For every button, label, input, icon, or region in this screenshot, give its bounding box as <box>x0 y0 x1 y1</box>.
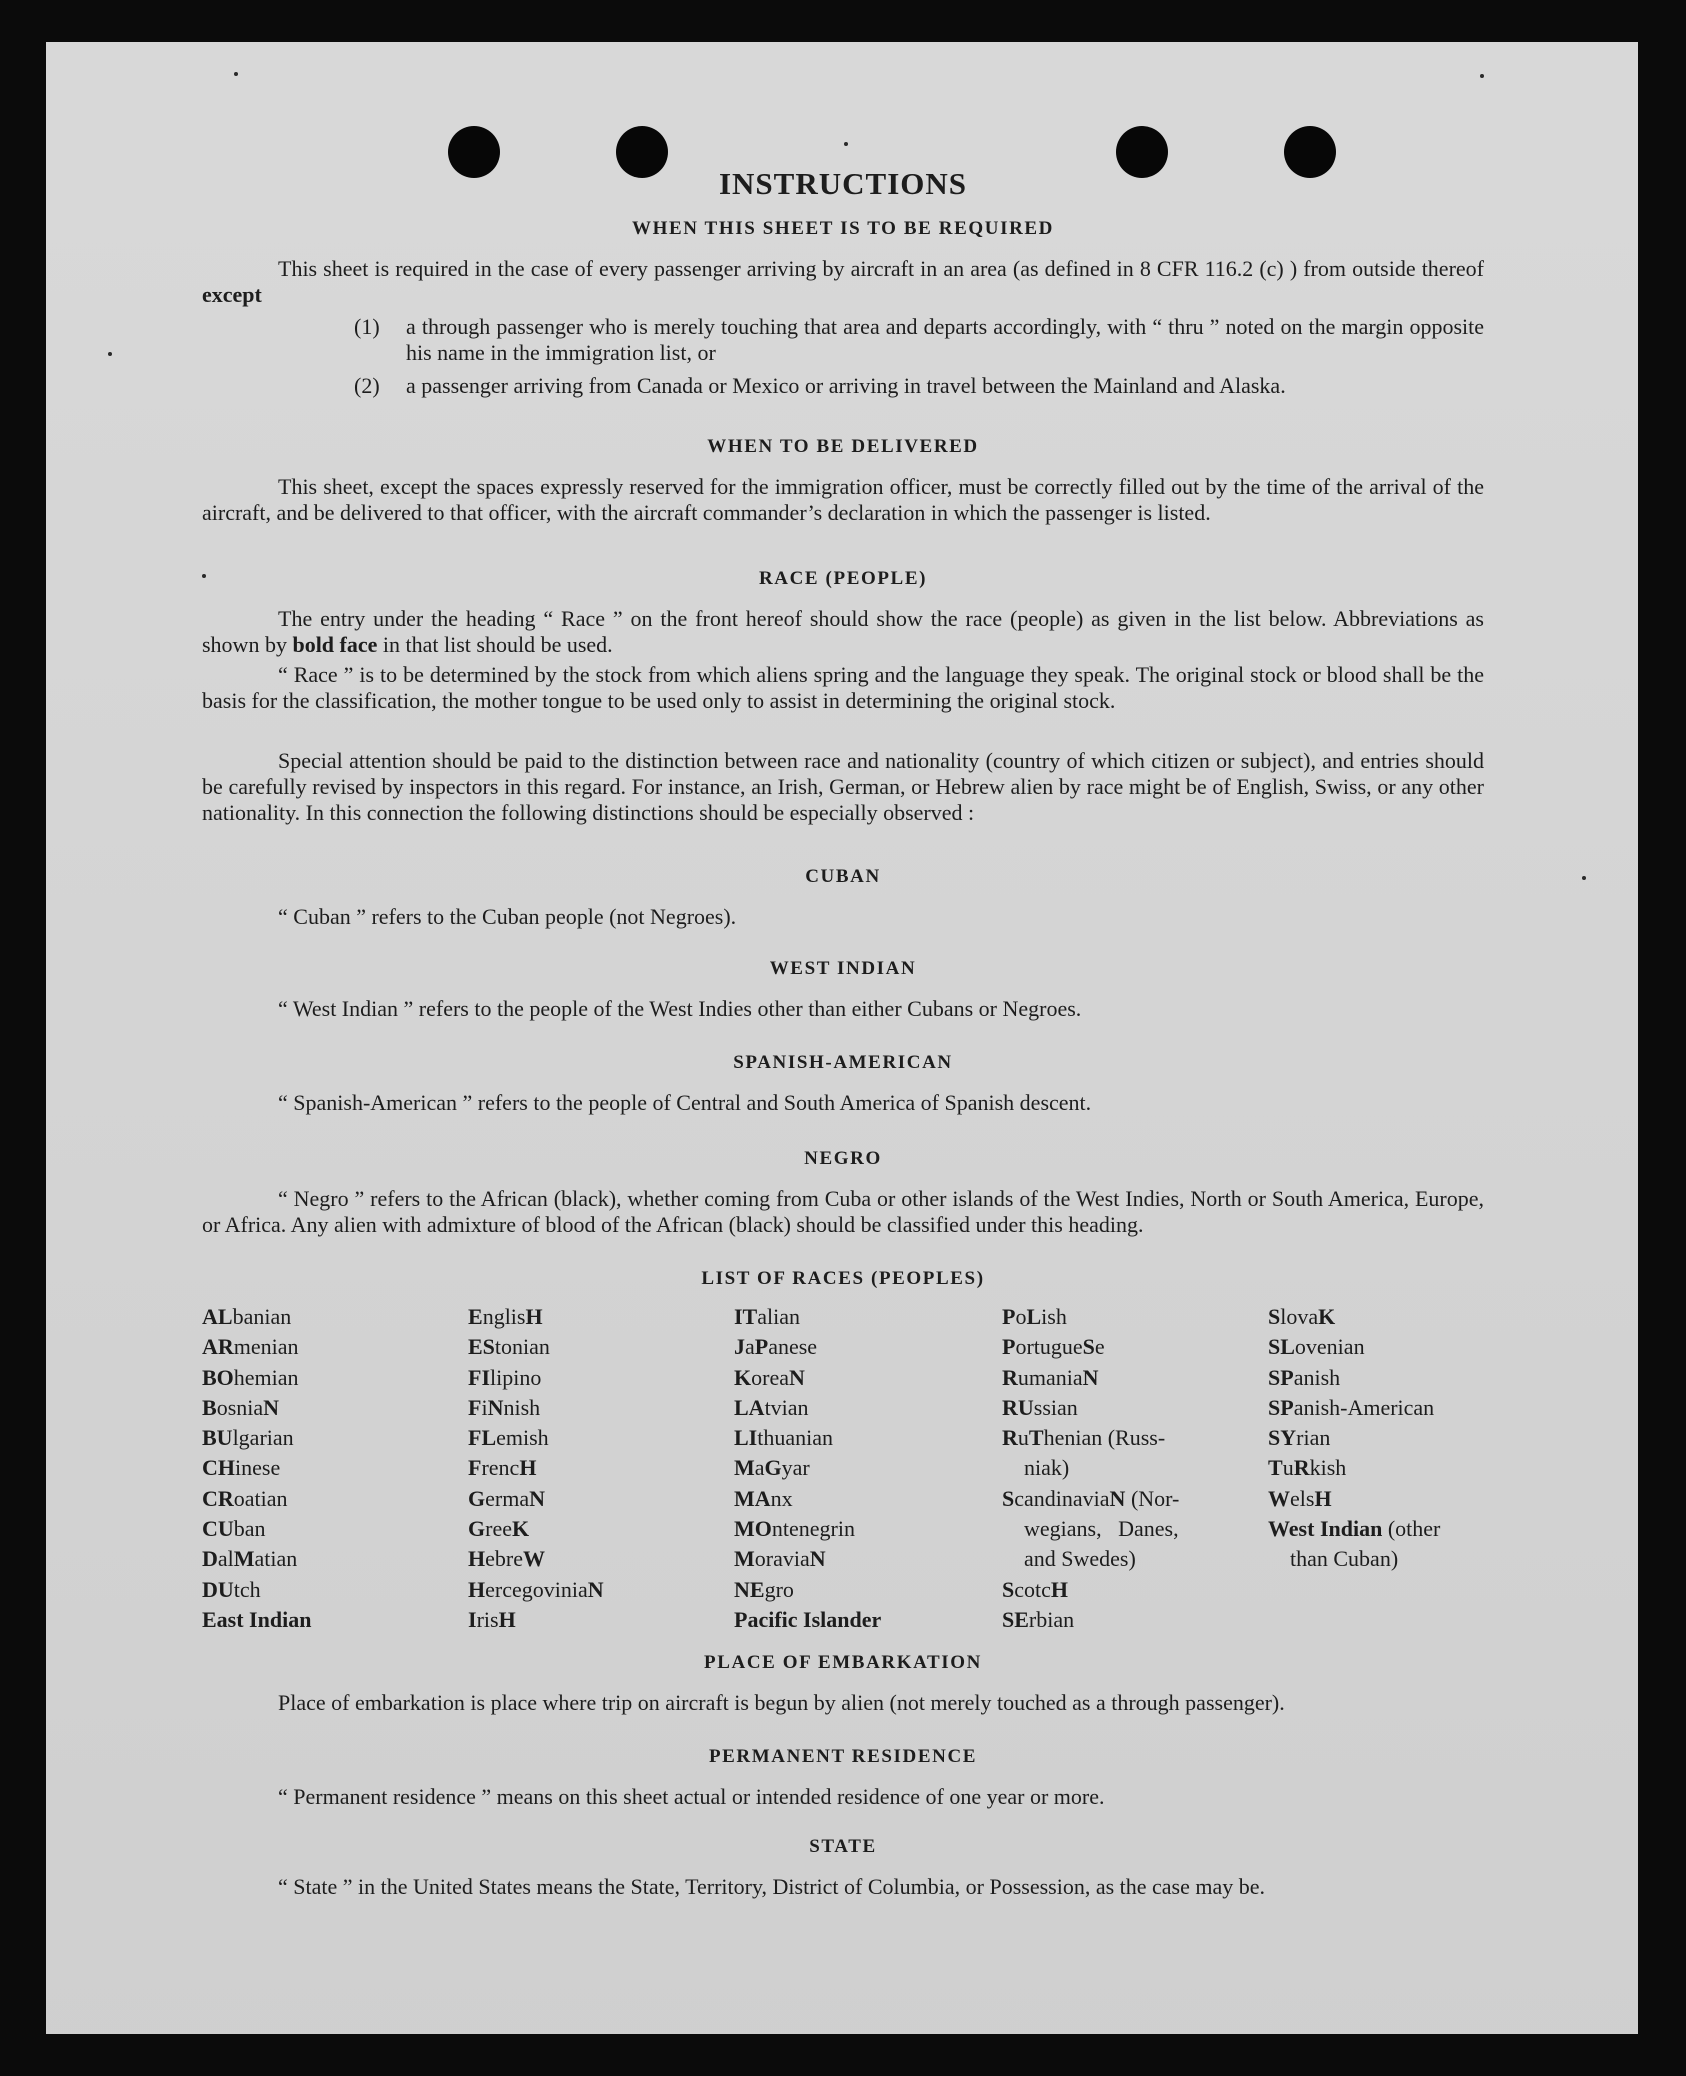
race-text: kish <box>1309 1455 1347 1481</box>
race-text: (other <box>1382 1516 1441 1542</box>
section-heading-negro: NEGRO <box>804 1148 882 1169</box>
race-text: rian <box>1296 1425 1331 1451</box>
permanent-residence-definition: “ Permanent residence ” means on this sheet actual or intended residence of one year or more. <box>278 1784 1105 1809</box>
race-abbrev: H <box>498 1606 516 1632</box>
race-text: nglis <box>482 1304 526 1329</box>
race-text: niak) <box>1024 1455 1070 1481</box>
race-text: menian <box>233 1334 299 1360</box>
race-abbrev: CR <box>202 1485 234 1511</box>
race-entry <box>734 1605 881 1635</box>
race-entry <box>202 1453 311 1483</box>
section-heading-state: STATE <box>809 1836 877 1857</box>
race-text: a <box>745 1334 755 1360</box>
race-text: u <box>1017 1425 1029 1451</box>
race-abbrev: H <box>468 1546 486 1572</box>
race-abbrev: R <box>1293 1455 1310 1481</box>
race-text: nx <box>770 1485 793 1511</box>
race-abbrev: N <box>263 1394 280 1420</box>
race-entry <box>202 1332 311 1362</box>
race-abbrev: K <box>734 1364 752 1390</box>
race-abbrev: J <box>734 1334 745 1360</box>
race-abbrev: M <box>734 1546 755 1572</box>
race-text: al <box>217 1546 234 1572</box>
race-abbrev: T <box>1268 1455 1283 1481</box>
section-heading-when-required: WHEN THIS SHEET IS TO BE REQUIRED <box>631 218 1055 239</box>
race-entry <box>468 1363 604 1393</box>
state-definition <box>202 1874 1484 1900</box>
race-text: anish <box>1293 1364 1341 1390</box>
race-text: cotc <box>1014 1576 1051 1602</box>
race-abbrev: N <box>809 1546 826 1572</box>
race-abbrev: SE <box>1002 1606 1029 1632</box>
negro-definition <box>202 1186 1484 1238</box>
race-entry <box>1002 1605 1179 1635</box>
race-abbrev: MA <box>734 1485 771 1511</box>
race-text: yar <box>781 1455 810 1481</box>
race-entry <box>1268 1514 1440 1544</box>
race-text: (Nor- <box>1125 1485 1180 1511</box>
race-abbrev: SP <box>1268 1364 1294 1390</box>
race-entry <box>1002 1484 1179 1514</box>
race-entry <box>1268 1332 1440 1362</box>
race-text: tonian <box>494 1334 550 1360</box>
race-entry <box>734 1575 881 1605</box>
race-abbrev: CU <box>202 1516 234 1542</box>
race-abbrev: LI <box>734 1425 758 1451</box>
race-entry <box>1002 1423 1179 1453</box>
race-entry <box>202 1575 311 1605</box>
race-abbrev: CH <box>202 1455 235 1481</box>
race-abbrev: N <box>788 1364 805 1390</box>
race-abbrev: W <box>1268 1485 1290 1511</box>
race-abbrev: G <box>468 1485 486 1511</box>
race-entry <box>468 1484 604 1514</box>
race-abbrev: E <box>468 1304 483 1329</box>
race-abbrev: S <box>1082 1334 1095 1360</box>
when-required-intro <box>202 256 1484 308</box>
race-entry <box>734 1393 881 1423</box>
race-entry <box>202 1302 311 1332</box>
race-entry <box>1002 1514 1179 1544</box>
item-number: (2) <box>354 373 380 398</box>
place-of-embarkation-text <box>202 1690 1484 1716</box>
race-abbrev: M <box>734 1455 755 1481</box>
race-entry <box>734 1423 881 1453</box>
race-abbrev: K <box>1318 1304 1336 1329</box>
race-entry <box>734 1302 881 1332</box>
race-text: ris <box>476 1606 499 1632</box>
race-abbrev: G <box>468 1516 486 1542</box>
race-text: gro <box>764 1576 794 1602</box>
race-text: ree <box>485 1516 512 1542</box>
race-abbrev: H <box>519 1455 537 1481</box>
bold-face-term: bold face <box>292 632 378 657</box>
race-abbrev: AR <box>202 1334 234 1360</box>
race-column <box>202 1302 311 1635</box>
race-entry <box>734 1544 881 1574</box>
race-abbrev: NE <box>734 1576 765 1602</box>
race-text: candinavia <box>1014 1485 1110 1511</box>
race-abbrev: R <box>1002 1425 1018 1451</box>
race-entry <box>1002 1393 1179 1423</box>
race-entry <box>468 1544 604 1574</box>
race-abbrev: W <box>522 1546 545 1572</box>
race-abbrev: P <box>754 1334 769 1360</box>
race-abbrev: East Indian <box>202 1606 312 1632</box>
race-entry <box>202 1605 311 1635</box>
race-text: alian <box>757 1304 801 1329</box>
race-entry <box>202 1363 311 1393</box>
race-abbrev: S <box>1002 1576 1015 1602</box>
race-text: than Cuban) <box>1290 1546 1399 1572</box>
paragraph-text: Special attention should be paid to the distinction between race and nationality (country of which citizen or subject), and entries should be carefully revised by inspectors in this regard. For instance, an Irish, German, or Hebrew alien by race might be of English, Swiss, or any other nationality. In this connection the following distinctions should be especially observed : <box>202 748 1484 825</box>
section-heading-cuban: CUBAN <box>805 866 881 887</box>
race-abbrev: N <box>1109 1485 1126 1511</box>
race-entry <box>1268 1544 1440 1574</box>
item-text: a through passenger who is merely touching that area and departs accordingly, with “ thru ” noted on the margin opposite his name in the immigration list, or <box>406 314 1484 365</box>
race-text: nish <box>503 1394 541 1420</box>
race-text: ban <box>233 1516 266 1542</box>
race-text: inese <box>235 1455 281 1481</box>
race-column <box>1268 1302 1440 1575</box>
race-entry <box>468 1453 604 1483</box>
race-abbrev: D <box>202 1546 218 1572</box>
race-text: i <box>481 1394 488 1420</box>
paragraph-text: Place of embarkation is place where trip on aircraft is begun by alien (not merely touched as a through passenger). <box>278 1690 1285 1715</box>
race-entry <box>1002 1544 1179 1574</box>
race-abbrev: P <box>1002 1334 1016 1360</box>
race-text: atian <box>254 1546 298 1572</box>
race-text: thuanian <box>757 1425 834 1451</box>
page-title: INSTRUCTIONS <box>718 166 967 201</box>
race-entry <box>1268 1453 1440 1483</box>
race-entry <box>1268 1363 1440 1393</box>
race-entry <box>734 1332 881 1362</box>
spanish-american-definition: “ Spanish-American ” refers to the people of Central and South America of Spanish descent. <box>278 1090 1092 1115</box>
race-abbrev: SP <box>1268 1394 1294 1420</box>
intro-text: This sheet is required in the case of every passenger arriving by aircraft in an area (as defined in 8 CFR 116.2 (c) ) from outside thereof <box>278 256 1484 281</box>
race-abbrev: H <box>468 1576 486 1602</box>
paper-speck <box>234 72 238 76</box>
race-text: wegians, Danes, <box>1024 1516 1179 1542</box>
race-text: ercegovinia <box>485 1576 588 1602</box>
race-entry <box>734 1363 881 1393</box>
race-text: umania <box>1017 1364 1083 1390</box>
race-abbrev: S <box>1002 1485 1015 1511</box>
race-entry <box>1268 1484 1440 1514</box>
race-abbrev: N <box>487 1394 504 1420</box>
race-abbrev: SL <box>1268 1334 1295 1360</box>
race-text: ovenian <box>1294 1334 1365 1360</box>
race-text: a <box>754 1455 765 1481</box>
paragraph-text: “ State ” in the United States means the State, Territory, District of Columbia, or Possession, as the case may be. <box>278 1874 1266 1899</box>
section-heading-race: RACE (PEOPLE) <box>758 568 928 589</box>
race-text: lipino <box>490 1364 542 1390</box>
race-paragraph-1 <box>202 606 1484 658</box>
race-text: henian (Russ- <box>1043 1425 1166 1451</box>
race-text: orea <box>751 1364 789 1390</box>
race-abbrev: M <box>233 1546 255 1572</box>
race-abbrev: I <box>468 1606 477 1632</box>
race-abbrev: F <box>468 1394 482 1420</box>
race-text: rbian <box>1028 1606 1075 1632</box>
race-abbrev: H <box>1050 1576 1069 1602</box>
race-text: els <box>1290 1485 1315 1511</box>
intro-bold: except <box>202 282 262 307</box>
race-entry <box>468 1605 604 1635</box>
race-entry <box>1002 1575 1179 1605</box>
race-abbrev: MO <box>734 1516 772 1542</box>
race-abbrev: H <box>1314 1485 1332 1511</box>
race-entry <box>468 1302 604 1332</box>
race-text: ntenegrin <box>771 1516 855 1542</box>
section-heading-permanent-residence: PERMANENT RESIDENCE <box>708 1746 978 1767</box>
race-entry <box>1002 1453 1179 1483</box>
race-abbrev: R <box>1002 1364 1018 1390</box>
paper-speck <box>844 142 848 146</box>
race-abbrev: BO <box>202 1364 234 1390</box>
race-text: o <box>1015 1304 1027 1329</box>
race-text: lgarian <box>232 1425 294 1451</box>
race-column <box>468 1302 604 1635</box>
race-entry <box>468 1423 604 1453</box>
section-heading-list-of-races: LIST OF RACES (PEOPLES) <box>701 1268 985 1289</box>
race-text: banian <box>232 1304 292 1329</box>
race-abbrev: West Indian <box>1268 1516 1383 1542</box>
race-entry <box>468 1332 604 1362</box>
exception-item <box>354 314 1484 366</box>
race-entry <box>202 1423 311 1453</box>
paragraph-text: The entry under the heading “ Race ” on the front hereof should show the race (people) as given in the list below. Abbreviations as shown by <box>202 606 1484 657</box>
race-abbrev: H <box>525 1304 543 1329</box>
race-abbrev: K <box>511 1516 530 1542</box>
race-abbrev: SY <box>1268 1425 1297 1451</box>
race-abbrev: P <box>1002 1304 1016 1329</box>
race-text: emish <box>496 1425 549 1451</box>
race-entry <box>1268 1393 1440 1423</box>
race-text: ebre <box>485 1546 523 1572</box>
race-entry <box>202 1484 311 1514</box>
race-paragraph-3 <box>202 748 1484 826</box>
race-text: and Swedes) <box>1024 1546 1136 1572</box>
section-heading-west-indian: WEST INDIAN <box>769 958 917 979</box>
when-delivered-text <box>202 474 1484 526</box>
race-text: ortugue <box>1015 1334 1083 1360</box>
race-text: anish-American <box>1293 1394 1435 1420</box>
race-abbrev: AL <box>202 1304 233 1329</box>
race-text: lova <box>1280 1304 1319 1329</box>
race-abbrev: RU <box>1002 1394 1034 1420</box>
race-entry <box>1002 1363 1179 1393</box>
paragraph-text: “ Negro ” refers to the African (black), whether coming from Cuba or other islands of the West Indies, North or South America, Europe, or Africa. Any alien with admixture of blood of the African (black) should be classified under this heading. <box>202 1186 1484 1237</box>
race-text: e <box>1094 1334 1105 1360</box>
race-entry <box>202 1514 311 1544</box>
item-number: (1) <box>354 314 380 339</box>
paragraph-text: in that list should be used. <box>382 632 613 657</box>
race-entry <box>468 1393 604 1423</box>
race-abbrev: ES <box>468 1334 495 1360</box>
race-text: ish <box>1041 1304 1067 1329</box>
section-heading-when-delivered: WHEN TO BE DELIVERED <box>707 436 979 457</box>
race-entry <box>202 1393 311 1423</box>
race-text: tch <box>233 1576 261 1602</box>
cuban-definition: “ Cuban ” refers to the Cuban people (not Negroes). <box>278 904 737 929</box>
race-abbrev: FI <box>468 1364 490 1390</box>
race-paragraph-2 <box>202 662 1484 714</box>
race-abbrev: N <box>1082 1364 1099 1390</box>
race-abbrev: LA <box>734 1394 765 1420</box>
exception-item <box>354 373 1484 399</box>
race-text: oravia <box>754 1546 810 1572</box>
race-abbrev: IT <box>734 1304 758 1329</box>
race-abbrev: L <box>1026 1304 1042 1329</box>
race-entry <box>1268 1302 1440 1332</box>
race-column <box>734 1302 881 1635</box>
race-text: renc <box>481 1455 520 1481</box>
race-entry <box>468 1575 604 1605</box>
race-abbrev: B <box>202 1394 217 1420</box>
race-entry <box>1002 1302 1179 1332</box>
section-heading-place-of-embarkation: PLACE OF EMBARKATION <box>704 1652 982 1673</box>
paragraph-text: “ Race ” is to be determined by the stock from which aliens spring and the language they speak. The original stock or blood shall be the basis for the classification, the mother tongue to be used only to assist in determining the original stock. <box>202 662 1484 713</box>
race-abbrev: N <box>587 1576 604 1602</box>
race-entry <box>1002 1332 1179 1362</box>
race-abbrev: Pacific Islander <box>734 1606 882 1632</box>
race-abbrev: S <box>1268 1304 1281 1329</box>
item-text: a passenger arriving from Canada or Mexico or arriving in travel between the Mainland and Alaska. <box>406 373 1286 398</box>
paper-speck <box>108 352 112 356</box>
race-text: osnia <box>216 1394 264 1420</box>
race-abbrev: F <box>468 1455 482 1481</box>
race-entry <box>734 1514 881 1544</box>
race-abbrev: BU <box>202 1425 233 1451</box>
race-entry <box>734 1453 881 1483</box>
race-text: anese <box>768 1334 818 1360</box>
paper-speck <box>1480 74 1484 78</box>
race-text: erma <box>485 1485 530 1511</box>
race-entry <box>202 1544 311 1574</box>
race-column <box>1002 1302 1179 1635</box>
race-text: oatian <box>233 1485 288 1511</box>
race-text: tvian <box>764 1394 809 1420</box>
race-abbrev: T <box>1028 1425 1044 1451</box>
paragraph-text: This sheet, except the spaces expressly reserved for the immigration officer, must be correctly filled out by the time of the arrival of the aircraft, and be delivered to that officer, with the aircraft commander’s declaration in which the passenger is listed. <box>202 474 1484 525</box>
race-abbrev: DU <box>202 1576 234 1602</box>
race-entry <box>468 1514 604 1544</box>
race-text: u <box>1282 1455 1294 1481</box>
race-entry <box>1268 1423 1440 1453</box>
race-abbrev: FL <box>468 1425 497 1451</box>
race-entry <box>734 1484 881 1514</box>
race-text: ssian <box>1033 1394 1078 1420</box>
race-abbrev: G <box>764 1455 782 1481</box>
west-indian-definition: “ West Indian ” refers to the people of the West Indies other than either Cubans or Negroes. <box>278 996 1082 1021</box>
section-heading-spanish-american: SPANISH-AMERICAN <box>733 1052 953 1073</box>
race-text: hemian <box>233 1364 299 1390</box>
race-abbrev: N <box>529 1485 545 1511</box>
